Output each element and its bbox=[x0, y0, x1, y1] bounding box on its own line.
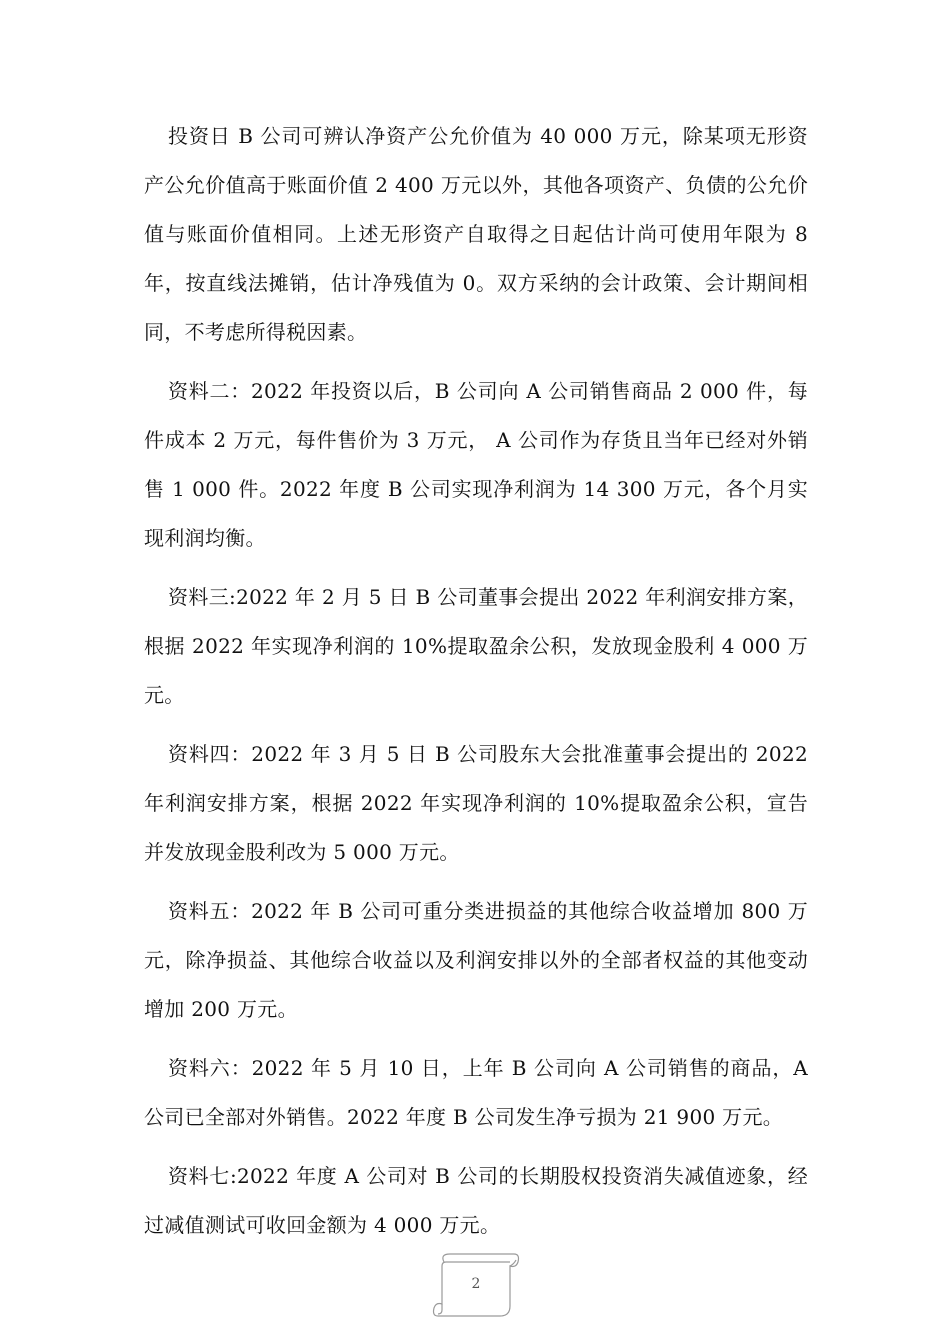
paragraph-material-6: 资料六：2022 年 5 月 10 日，上年 B 公司向 A 公司销售的商品，A 公司已全部对外销售。2022 年度 B 公司发生净亏损为 21 900 万元。 bbox=[144, 1056, 808, 1129]
paragraph-material-7: 资料七:2022 年度 A 公司对 B 公司的长期股权投资消失减值迹象，经过减值测试可收回金额为 4 000 万元。 bbox=[144, 1164, 808, 1237]
paragraph-material-5: 资料五：2022 年 B 公司可重分类进损益的其他综合收益增加 800 万元，除净损益、其他综合收益以及利润安排以外的全部者权益的其他变动增加 200 万元。 bbox=[144, 899, 808, 1021]
page-footer bbox=[430, 1250, 522, 1322]
page-number: 2 bbox=[471, 1276, 481, 1292]
paragraph-intro: 投资日 B 公司可辨认净资产公允价值为 40 000 万元，除某项无形资产公允价值高于账面价值 2 400 万元以外，其他各项资产、负债的公允价值与账面价值相同。上述无形资产自取得之日起估计尚可使用年限为 8 年，按直线法摊销，估计净残值为 0。双方采纳的会计政策、会计期间相同，不考虑所得税因素。 bbox=[144, 124, 808, 344]
paragraph-material-3: 资料三:2022 年 2 月 5 日 B 公司董事会提出 2022 年利润安排方案，根据 2022 年实现净利润的 10%提取盈余公积，发放现金股利 4 000 万元。 bbox=[144, 585, 808, 707]
document-body bbox=[144, 112, 808, 1260]
paragraph-material-2: 资料二：2022 年投资以后，B 公司向 A 公司销售商品 2 000 件，每件成本 2 万元，每件售价为 3 万元， A 公司作为存货且当年已经对外销售 1 000 件。2022 年度 B 公司实现净利润为 14 300 万元，各个月实现利润均衡。 bbox=[144, 379, 808, 550]
paragraph-material-4: 资料四：2022 年 3 月 5 日 B 公司股东大会批准董事会提出的 2022 年利润安排方案，根据 2022 年实现净利润的 10%提取盈余公积，宣告并发放现金股利改为 5 000 万元。 bbox=[144, 742, 808, 864]
